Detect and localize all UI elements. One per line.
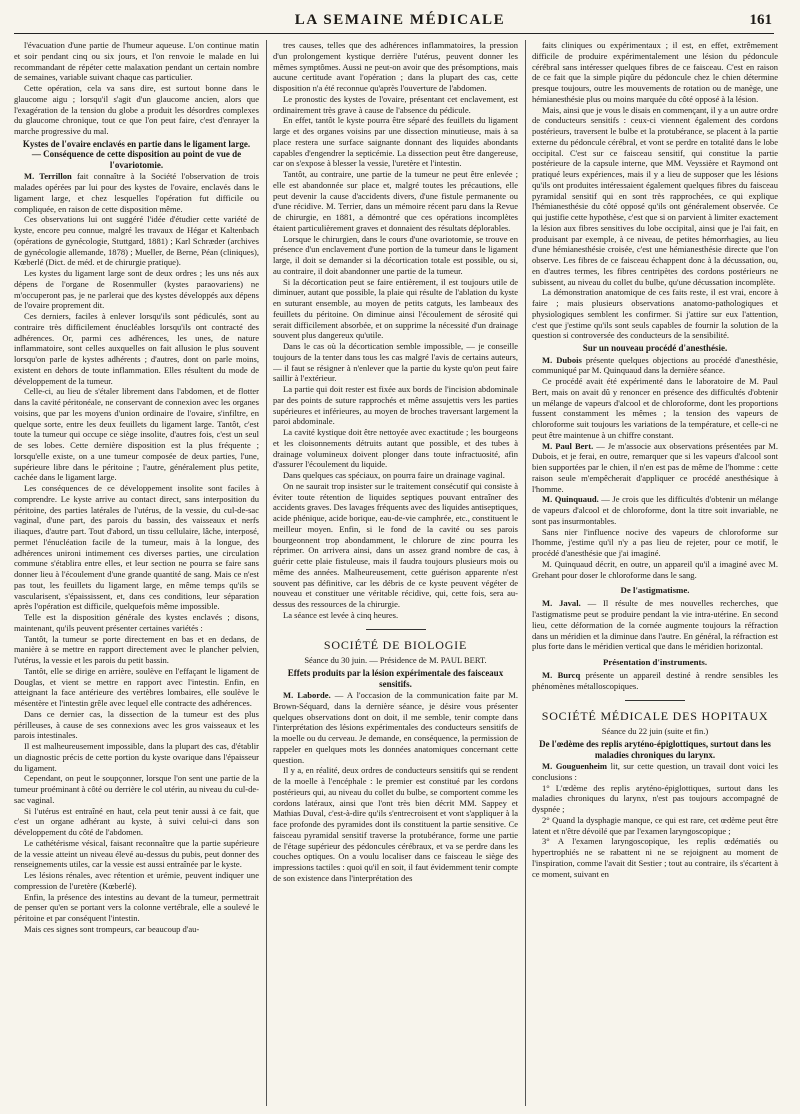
speaker-name: M. Burcq: [542, 670, 581, 680]
section-heading: Kystes de l'ovaire enclavés en partie dans le ligament large. — Conséquence de cette disposition au point de vue de l'ovariotomie.: [22, 138, 251, 170]
paragraph: On ne saurait trop insister sur le traitement consécutif qui consiste à éviter toute rétention de liquides septiques pouvant entraîner des accidents graves. Des lavages fréquents avec des liquides antiseptiques, acide phénique, acide borique, eau-de-vie camphrée, etc., constituent le meilleur moyen. Enfin, si le fond de la cavité ou ses parois bourgeonnent trop abondamment, le chlorure de zinc pourra les réprimer. On arrivera ainsi, dans un assez grand nombre de cas, à guérir cette plaie fistuleuse, mais il faudra toujours plusieurs mois ou même des années. Malheureusement, cette guérison apparente n'est souvent pas définitive, car les débris de ce kyste peuvent végéter de nouveau et constituer une véritable récidive, qui, cette fois, sera au-dessus des ressources de la chirurgie.: [273, 480, 518, 609]
column-1: [14, 40, 259, 1110]
paragraph: Si l'utérus est entraîné en haut, cela peut tenir aussi à ce fait, que c'est un organe adhérant au kyste, à suivi celui-ci dans son développement du côté de l'abdomen.: [14, 805, 259, 837]
section-divider: [366, 629, 426, 630]
paragraph: Celle-ci, au lieu de s'étaler librement dans l'abdomen, et de flotter dans la cavité péritonéale, ne conservant de connexion avec les organes voisins, que par les moyens d'union ordinaire de l'ovaire, s'infiltre, en quelque sorte, entre les deux feuillets du ligament large. Tantôt, c'est toute la tumeur qui occupe ce siège insolite, d'autres fois, c'est un seul de ses lobes. Cette dernière disposition est la plus fréquente ; lorsqu'elle existe, on a une tumeur composée de deux parties, l'une, supérieure libre dans le péritoine ; l'autre, généralement plus petite, cachée dans le ligament large.: [14, 386, 259, 483]
paragraph: Tantôt, elle se dirige en arrière, soulève en l'effaçant le ligament de Douglas, et vient se mettre en rapport avec l'intestin. Enfin, en atteignant la face antérieure des vertèbres lombaires, elle soulève le mésentère et l'intestin grêle avec lequel elle contracte des adhérences.: [14, 665, 259, 708]
paragraph-text: présente un appareil destiné à rendre sensibles les phénomènes métalloscopiques.: [532, 670, 778, 691]
session-subtitle: Séance du 30 juin. — Présidence de M. PAUL BERT.: [304, 654, 487, 665]
paragraph: Si la décortication peut se faire entièrement, il est toujours utile de diminuer, autant que possible, la plaie qui résulte de l'ablation du kyste en suturant ensemble, au moyen de petits catguts, les lambeaux des feuillets du péritoine. On diminue ainsi l'écoulement de sérosité qui serait difficilement absorbée, et on supprime la nécessité d'un drainage souvent plus dangereux qu'utile.: [273, 276, 518, 341]
paragraph-text: — Je crois que les difficultés d'obtenir un mélange de vapeurs d'alcool et de chloroforme, dont la titre soit invariable, ne sont pas insurmontables.: [532, 494, 778, 526]
paragraph: [273, 690, 518, 765]
paragraph: La cavité kystique doit être nettoyée avec exactitude ; les bourgeons et les cloisonnements détruits autant que possible, et des tubes à drainage volumineux doivent plonger dans toute infractuosité, afin d'assurer l'écoulement du liquide.: [273, 427, 518, 470]
paragraph: Les lésions rénales, avec rétention et urémie, peuvent indiquer une compression de l'uretère (Kœberlé).: [14, 870, 259, 891]
paragraph: [532, 441, 778, 495]
paragraph: [532, 670, 778, 692]
column-divider: [525, 40, 526, 1106]
speaker-name: M. Dubois: [542, 354, 582, 365]
section-heading: De l'astigmatisme.: [620, 585, 690, 596]
paragraph: 3° A l'examen laryngoscopique, les replis œdématiés ou hypertrophiés ne se rabattent ni ne se rejoignent au moment de l'inspiration, comme l'avait dit Sestier ; tout au contraire, ils s'écartent à ce moment, suivant en: [532, 836, 778, 879]
speaker-name: M. Gouguenheim: [542, 761, 608, 771]
speaker-name: M. Quinquaud.: [542, 494, 599, 505]
journal-title: LA SEMAINE MÉDICALE: [294, 12, 506, 28]
society-title: SOCIÉTÉ MÉDICALE DES HOPITAUX: [541, 708, 769, 723]
paragraph-text: lit, sur cette question, un travail dont voici les conclusions :: [532, 761, 778, 782]
paragraph: Ces observations lui ont suggéré l'idée d'étudier cette variété de kyste, encore peu connue, malgré les travaux de Hégar et Kaltenbach (opérations de gynécologie, Stuttgard, 1881) ; Karl Schræder (archives de gynécologie allemande, 1878) ; Mueller, de Berne, Péan (cliniques), Kœberlé (Dict. de méd. et de chirurgie pratique).: [14, 214, 259, 268]
paragraph: La séance est levée à cinq heures.: [283, 609, 399, 620]
speaker-name: M. Laborde.: [283, 690, 331, 700]
paragraph: Lorsque le chirurgien, dans le cours d'une ovariotomie, se trouve en présence d'un enclavement d'une portion de la tumeur dans le ligament large, il doit se demander si la décortication totale est possible, ou si, au contraire, il doit abandonner une partie de la tumeur.: [273, 233, 518, 276]
paragraph: Mais, ainsi que je vous le disais en commençant, il y a un autre ordre de conducteurs sensitifs : ceux-ci viennent également des cordons postérieurs, traversent le bulbe et la protubérance, se placent à la partie externe du pédoncule cérébral, et vont se perdre en totalité dans le lobe occipital. C'est sur ce faisceau sensitif, qui constitue la partie postérieure de la capsule interne, que MM. Veyssière et Raymond ont pratiqué leurs expériences, mais il y a lieu de supposer que les lésions qu'ils ont produites intéressaient également quelques fibres du faisceau pyramidal sensitif qui en sont très rapprochées, ce qui explique l'hémianesthésie du côté opposé qu'ils ont généralement observée. Ce qui justifie cette hypothèse, c'est que si on parvient à limiter exactement la lésion aux fibres sensitives du lobe occipital, ainsi que je l'ai fait, en produisant par exemple, à ce niveau, de petites hémorrhagies, au lieu d'une hémianesthésie croisée, c'est une hémianesthésie directe que l'on observe. Les fibres de ce faisceau échappent donc à la décussation, ou, en d'autres termes, les fibres centripètes des cordons postérieurs ne subissent, au niveau du collet du bulbe, qu'une décussation incomplète.: [532, 104, 778, 287]
paragraph: Mais ces signes sont trompeurs, car beaucoup d'au-: [24, 923, 200, 934]
header-rule: [14, 33, 774, 34]
paragraph: En effet, tantôt le kyste pourra être séparé des feuillets du ligament large et des organes voisins par une dissection minutieuse, mais à sa place restera une surface saignante donnant des liquides abondants capables d'engendrer la septicémie. La dissection peut être dangereuse, car on s'expose à blesser la vessie, l'uretère et l'intestin.: [273, 115, 518, 169]
paragraph: tres causes, telles que des adhérences inflammatoires, la pression d'un prolongement kystique derrière l'utérus, peuvent donner les mêmes symptômes. Aussi ne peut-on avoir que des présomptions, mais aucune certitude avant l'opération ; dans la plupart des cas, cette disposition n'a été reconnue qu'après l'ouverture de l'abdomen.: [273, 40, 518, 93]
column-divider: [266, 40, 267, 1106]
paragraph: Les kystes du ligament large sont de deux ordres ; les uns nés aux dépens de l'organe de Rosenmuller (kystes paraovariens) ne m'occuperont pas, je ne parlerai que des kystes développés aux dépens de l'ovaire proprement dit.: [14, 268, 259, 311]
paragraph: Dans quelques cas spéciaux, on pourra faire un drainage vaginal.: [283, 470, 505, 480]
section-heading: Effets produits par la lésion expérimentale des faisceaux sensitifs.: [287, 668, 504, 689]
section-heading: Sur un nouveau procédé d'anesthésie.: [582, 343, 728, 353]
paragraph: Le cathétérisme vésical, faisant reconnaître que la partie supérieure de la vessie atteint un niveau élevé au-dessus du pubis, peut donner des renseignements utiles, car la vessie est aussi entraînée par le kyste.: [14, 837, 259, 870]
paragraph: Ces derniers, faciles à enlever lorsqu'ils sont pédiculés, sont au contraire très difficilement énucléables lorsqu'ils ont contracté des adhérences. Or, parmi ces adhérences, les unes, de nature inflammatoire, sont celles auxquelles on fait allusion le plus souvent lorsqu'on parle de kystes adhérents ; d'autres, dont on parle moins, existent en dehors de toute inflammation. Elles résultent du mode de développement de la tumeur.: [14, 311, 259, 386]
speaker-name: M. Paul Bert.: [542, 440, 594, 451]
paragraph: 2° Quand la dysphagie manque, ce qui est rare, cet œdème peut être latent et n'être dévoilé que par l'examen laryngoscopique ;: [532, 814, 778, 836]
society-title: SOCIÉTÉ DE BIOLOGIE: [323, 637, 468, 652]
paragraph: l'évacuation d'une partie de l'humeur aqueuse. L'on continue matin et soir pendant cinq ou six jours, et l'on renvoie le malade en lui recommandant de répéter cette malaxation pendant un certain nombre de semaines, variable suivant chaque cas particulier.: [14, 40, 259, 83]
paragraph: Le pronostic des kystes de l'ovaire, présentant cet enclavement, est ordinairement très grave à cause de l'absence du pédicule.: [273, 93, 518, 115]
paragraph: Enfin, la présence des intestins au devant de la tumeur, permettrait de penser qu'en se portant vers la colonne vertébrale, elle a soulevé le péritoine et par conséquent l'intestin.: [14, 891, 259, 923]
paragraph: [532, 761, 778, 783]
paragraph-text: — Il résulte de mes nouvelles recherches, que l'astigmatisme peut se produire pendant la vie intra-utérine. En second lieu, cette déformation de la cornée augmente toujours la réfraction dans un méridien et la diminue dans l'autre. En général, la réfraction est plus forte dans le méridien vertical que dans le méridien horizontal.: [532, 598, 778, 652]
paragraph: [532, 598, 778, 652]
paragraph: Tantôt, au contraire, une partie de la tumeur ne peut être enlevée ; elle est abandonnée sur place et, malgré toutes les précautions, elle peut devenir la cause d'accidents divers, d'une fistule permanente ou d'une récidive. M. Terrier, dans un mémoire récent paru dans la Revue de chirurgie, en 1881, a démontré que ces opérations incomplètes étaient particulièrement graves et donnaient des résultats déplorables.: [273, 169, 518, 233]
column-2: [273, 40, 518, 1110]
speaker-name: M. Javal.: [542, 598, 581, 609]
paragraph: La démonstration anatomique de ces faits reste, il est vrai, encore à faire ; mais plusieurs observations anatomo-pathologiques et physiologiques semblent les confirmer. Si j'attire sur eux l'attention, c'est que j'estime qu'ils sont seuls capables de fournir la solution de la question si controversée des conducteurs de la sensibilité.: [532, 287, 778, 341]
paragraph: [532, 355, 778, 377]
paragraph: Telle est la disposition générale des kystes enclavés ; disons, maintenant, qu'ils peuvent présenter certaines variétés :: [14, 612, 259, 633]
paragraph-text: — Je m'associe aux observations présentées par M. Dubois, et je ferai, en outre, remarquer que si les vapeurs d'alcool sont bien supportées par le chien, il n'en est pas de même de l'homme : cette raison seule m'empêcherait d'appliquer ce procédé anesthésique à l'homme.: [532, 440, 778, 494]
section-heading: De l'œdème des replis aryténo-épiglottiques, surtout dans les maladies chroniques du larynx.: [539, 739, 771, 760]
section-divider: [625, 700, 685, 701]
paragraph-text: présente quelques objections au procédé d'anesthésie, communiqué par M. Quinquaud dans la dernière séance.: [532, 354, 778, 376]
paragraph: Dans ce dernier cas, la dissection de la tumeur est des plus périlleuses, à cause de ses connexions avec les gros vaisseaux et les parois intestinales.: [14, 708, 259, 741]
section-heading: Présentation d'instruments.: [602, 657, 708, 667]
paragraph: faits cliniques ou expérimentaux ; il est, en effet, extrêmement difficile de produire expérimentalement une lésion du pédoncule cérébral sans intéresser quelques fibres de ce faisceau. C'est en raison de ce fait que la simple piqûre du pédoncule chez le chien détermine presque toujours, outre les mouvements de rotation ou de manège, une hémianesthésie plus ou moins marquée du côté opposé à la lésion.: [532, 40, 778, 104]
paragraph: Cependant, on peut le soupçonner, lorsque l'on sent une partie de la tumeur proéminant à côté ou derrière le col utérin, au niveau du cul-de-sac vaginal.: [14, 773, 259, 805]
paragraph: La partie qui doit rester est fixée aux bords de l'incision abdominale par des points de suture rapprochés et même assujettis vers les parties supérieures et inférieures, au moyen de broches traversant largement la paroi abdominale.: [273, 384, 518, 427]
paragraph: [532, 494, 778, 526]
paragraph: Cette opération, cela va sans dire, est surtout bonne dans le glaucome aigu ; lorsqu'il s'agit d'un glaucome ancien, alors que l'exagération de la tension du globe a produit les désordres complexes du glaucome chronique, tout ce que l'on peut faire, c'est d'enrayer la marche progressive du mal.: [14, 83, 259, 136]
paragraph-text: fait connaître à la Société l'observation de trois malades opérées par lui pour des kystes de l'ovaire, enclavés dans le ligament large, et chez lesquelles l'opération fut difficile ou compliquée, en raison de cette disposition même.: [14, 171, 259, 214]
paragraph: Dans le cas où la décortication semble impossible, — je conseille toujours de la tenter dans tous les cas malgré l'avis de certains auteurs, — il faut se résigner à n'enlever que la partie du kyste qu'on peut faire saillir à l'extérieur.: [273, 341, 518, 384]
paragraph-text: — A l'occasion de la communication faite par M. Brown-Séquard, dans la dernière séance, je désire vous présenter quelques observations dont on doit, il me semble, tenir compte dans l'interprétation des lésions expérimentales des conducteurs sensitifs de la moelle ou du cerveau. Je demande, en conséquence, la permission de rappeler en quelques mots les données anatomiques concernant cette question.: [273, 690, 518, 765]
session-subtitle: Séance du 22 juin (suite et fin.): [601, 725, 709, 736]
paragraph: M. Quinquaud décrit, en outre, un appareil qu'il a imaginé avec M. Grehant pour doser le chloroforme dans le sang.: [532, 558, 778, 580]
page-number: 161: [749, 12, 772, 28]
paragraph: Les conséquences de ce développement insolite sont faciles à comprendre. Le kyste arrive au contact direct, sans interposition du péritoine, des parties latérales de l'utérus, de la vessie, du cul-de-sac vaginal, d'une part, des parois du bassin, des vaisseaux et nerfs iliaques, d'autre part. Tout d'abord, un tissu cellulaire, lâche, interposé, permet l'énucléation facile de la tumeur, mais à la longue, des adhérences unironi intimement ces diverses parties, une circulation commune s'établira entre elles, et leur section ne pourra se faire sans donner lieu à l'écoulement d'une grande quantité de sang. Mais ce n'est pas tout, les feuillets du ligament large, en même temps qu'ils se vascularisent, s'épaississent, et, dans ces conditions, leur séparation après l'opération est difficile, quelquefois même impossible.: [14, 483, 259, 612]
paragraph: [14, 171, 259, 214]
paragraph: Il y a, en réalité, deux ordres de conducteurs sensitifs qui se rendent de la moelle à l'encéphale : le premier est constitué par les cordons postérieurs qui, au niveau du collet du bulbe, se comportent comme les cordons latéraux, ainsi que l'ont très bien décrit MM. Sappey et Mathias Duval, c'est-à-dire qu'ils s'entrecroisent et vont s'appliquer à la face profonde des pyramides dont ils constituent la partie sensitive. Ce faisceau pyramidal sensitif traverse la protubérance, forme une partie de l'étage supérieur des pédoncules cérébraux, et va se perdre dans les couches optiques. On a voulu localiser dans ce faisceau le siège des impressions tactiles : quoi qu'il en soit, il faut évidemment tenir compte de son existence dans l'interprétation des: [273, 765, 518, 883]
paragraph: 1° L'œdème des replis aryténo-épiglottiques, surtout dans les maladies chroniques du larynx, n'est pas toujours accompagné de dyspnée ;: [532, 782, 778, 814]
paragraph: Tantôt, la tumeur se porte directement en bas et en dedans, de manière à se mettre en rapport directement avec le plancher pelvien, l'utérus, la vessie et les parois du petit bassin.: [14, 633, 259, 665]
paragraph: Il est malheureusement impossible, dans la plupart des cas, d'établir un diagnostic précis de cette portion du kyste ovarique dans l'épaisseur du ligament.: [14, 741, 259, 773]
column-3: [532, 40, 778, 1110]
speaker-name: M. Terrillon: [24, 171, 72, 182]
paragraph: Ce procédé avait été expérimenté dans le laboratoire de M. Paul Bert, mais on avait dû y renoncer en présence des difficultés d'obtenir un mélange de vapeurs d'alcool et de chloroforme, dont les proportions fussent constamment les mêmes ; la tension des vapeurs de chloroforme suit toujours les variations de la température, et celle-ci ne peut être maintenue à un chiffre constant.: [532, 376, 778, 440]
running-head: [0, 12, 800, 32]
paragraph: Sans nier l'influence nocive des vapeurs de chloroforme sur l'homme, j'estime qu'il n'y a pas lieu de rejeter, pour ce motif, le procédé d'anesthésie que j'ai imaginé.: [532, 526, 778, 558]
